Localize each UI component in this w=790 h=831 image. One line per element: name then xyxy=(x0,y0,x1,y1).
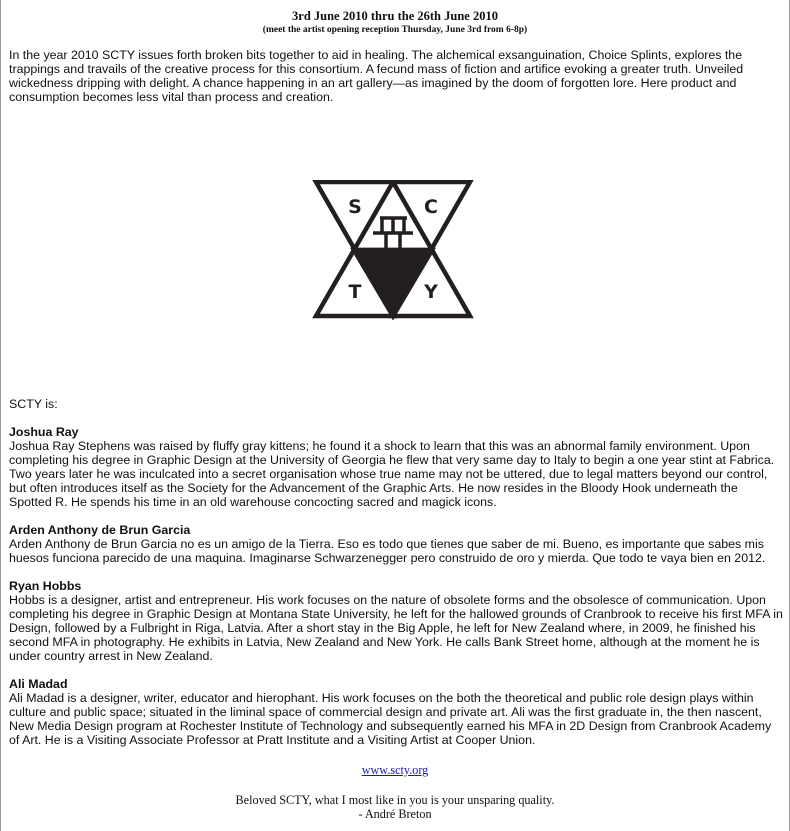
member-joshua-ray xyxy=(9,425,783,509)
member-name: Arden Anthony de Brun Garcia xyxy=(9,523,191,537)
member-ali-madad xyxy=(9,677,783,747)
reception-note: (meet the artist opening reception Thursday, June 3rd from 6-8p) xyxy=(262,25,528,35)
member-name: Ryan Hobbs xyxy=(9,579,82,593)
members-section xyxy=(9,397,783,761)
logo-black-gem xyxy=(357,250,429,313)
logo-inner-up-triangle xyxy=(354,182,432,250)
left-border xyxy=(0,0,1,831)
breton-quote: Beloved SCTY, what I most like in you is your unsparing quality. xyxy=(235,793,555,807)
logo-letter-s: S xyxy=(348,196,362,218)
member-bio: Joshua Ray Stephens was raised by fluffy gray kittens; he found it a shock to learn that this was an abnormal family environment. Upon completing his degree in Graphic Design at the University of Georgia he flew that very same day to Italy to begin a one year stint at Fabrica. Two years later he was inculcated into a secret organisation whose true name may not be uttered, due to legal matters beyond our control, but often introduces itself as the Society for the Advancement of the Graphic Arts. He now resides in the Bloody Hook underneath the Spotted R. He spends his time in an old warehouse concocting sacred and magick icons. xyxy=(9,439,775,509)
website-link[interactable]: www.scty.org xyxy=(361,763,429,777)
member-ryan-hobbs xyxy=(9,579,783,663)
intro-paragraph: In the year 2010 SCTY issues forth broken bits together to aid in healing. The alchemical exsanguination, Choice Splints, explores the trappings and travails of the creative process for this consortium. A fecund mass of fiction and artifice evoking a greater truth. Unveiled wickedness dripping with delight. A chance happening in an art gallery—as imagined by the doom of forgotten lore. Here product and consumption becomes less vital than process and creation. xyxy=(9,48,744,104)
member-arden-garcia xyxy=(9,523,783,565)
members-heading: SCTY is: xyxy=(9,397,58,411)
member-bio: Hobbs is a designer, artist and entrepreneur. His work focuses on the nature of obsolete forms and the obsolesce of communication. Upon completing his degree in Graphic Design at Montana State University, he left for the hallowed grounds of Cranbrook to receive his first MFA in Design, followed by a Fulbright in Riga, Latvia. After a short stay in the Big Apple, he left for New Zealand where, in 2009, he finished his second MFA in photography. He exhibits in Latvia, New Zealand and New York. He calls Bank Street home, although at the moment he is under country arrest in New Zealand. xyxy=(9,593,783,663)
exhibition-dates: 3rd June 2010 thru the 26th June 2010 xyxy=(292,9,498,23)
member-name: Joshua Ray xyxy=(9,425,79,439)
quote-attribution: - André Breton xyxy=(358,807,432,821)
logo-letter-t: T xyxy=(348,281,362,303)
logo-letter-c: C xyxy=(424,196,438,218)
scty-logo xyxy=(312,180,474,320)
member-name: Ali Madad xyxy=(9,677,68,691)
member-bio: Ali Madad is a designer, writer, educator and hierophant. His work focuses on the both the theoretical and public role design plays within culture and public space; situated in the liminal space of commercial design and private art. Ali was the first graduate in, the then nascent, New Media Design program at Rochester Institute of Technology and subsequently earned his MFA in 2D Design from Cranbrook Academy of Art. He is a Visiting Associate Professor at Pratt Institute and a Visiting Artist at Cooper Union. xyxy=(9,691,772,747)
logo-letter-y: Y xyxy=(424,281,438,303)
member-bio: Arden Anthony de Brun Garcia no es un amigo de la Tierra. Eso es todo que tienes que saber de mi. Bueno, es importante que sabes mis huesos funciona parecido de una maquina. Imaginarse Schwarzenegger pero construido de oro y mierda. Que todo te vaya bien en 2012. xyxy=(9,537,766,565)
